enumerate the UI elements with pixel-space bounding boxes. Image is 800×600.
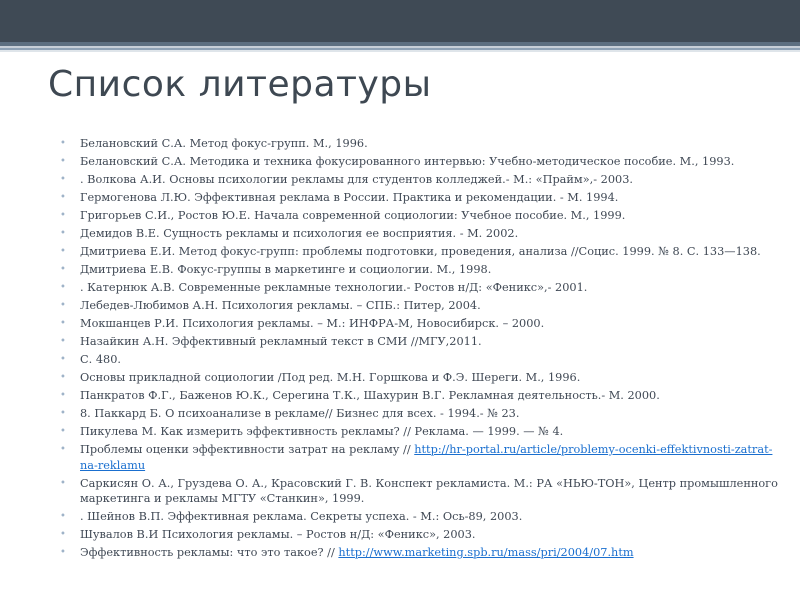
reference-text: Гермогенова Л.Ю. Эффективная реклама в России. Практика и рекомендации. - М. 1994. [80, 191, 619, 204]
reference-text: . Волкова А.И. Основы психологии рекламы для студентов колледжей.- М.: «Прайм»,- 2003. [80, 173, 633, 186]
bullet-icon: • [60, 529, 66, 540]
reference-text: Дмитриева Е.В. Фокус-группы в маркетинге и социологии. М., 1998. [80, 263, 492, 276]
reference-text: Лебедев-Любимов А.Н. Психология рекламы. – СПБ.: Питер, 2004. [80, 299, 481, 312]
bullet-icon: • [60, 390, 66, 401]
bullet-icon: • [60, 300, 66, 311]
reference-link[interactable]: http://hr-portal.ru/article/problemy-ocenki-effektivnosti-zatrat-na-reklamu [80, 443, 773, 472]
bullet-icon: • [60, 547, 66, 558]
reference-item [60, 244, 788, 260]
bullet-icon: • [60, 372, 66, 383]
reference-text: Назайкин А.Н. Эффективный рекламный текст в СМИ //МГУ,2011. [80, 335, 482, 348]
bullet-icon: • [60, 228, 66, 239]
reference-text: Панкратов Ф.Г., Баженов Ю.К., Серегина Т.К., Шахурин В.Г. Рекламная деятельность.- М. 2000. [80, 389, 660, 402]
reference-text: Основы прикладной социологии /Под ред. М.Н. Горшкова и Ф.Э. Шереги. М., 1996. [80, 371, 581, 384]
bullet-icon: • [60, 282, 66, 293]
reference-item [60, 476, 788, 507]
reference-item [60, 370, 788, 386]
bullet-icon: • [60, 174, 66, 185]
reference-item [60, 406, 788, 422]
reference-item [60, 334, 788, 350]
reference-item [60, 280, 788, 296]
reference-text: 8. Паккард Б. О психоанализе в рекламе// Бизнес для всех. - 1994.- № 23. [80, 407, 520, 420]
reference-text: Мокшанцев Р.И. Психология рекламы. – М.: ИНФРА-М, Новосибирск. – 2000. [80, 317, 545, 330]
bullet-icon: • [60, 156, 66, 167]
reference-text: Белановский С.А. Методика и техника фокусированного интервью: Учебно-методическое пособие. М., 1993. [80, 155, 735, 168]
bullet-icon: • [60, 336, 66, 347]
reference-text: Пикулева М. Как измерить эффективность рекламы? // Реклама. — 1999. — № 4. [80, 425, 564, 438]
bullet-icon: • [60, 264, 66, 275]
reference-item [60, 298, 788, 314]
top-banner [0, 0, 800, 42]
bullet-icon: • [60, 477, 66, 489]
reference-text: Проблемы оценки эффективности затрат на рекламу // [80, 443, 415, 456]
reference-item [60, 424, 788, 440]
reference-text: Демидов В.Е. Сущность рекламы и психология ее восприятия. - М. 2002. [80, 227, 519, 240]
reference-link[interactable]: http://www.marketing.spb.ru/mass/pri/2004/07.htm [338, 546, 634, 559]
reference-item [60, 154, 788, 170]
reference-item [60, 208, 788, 224]
bullet-icon: • [60, 210, 66, 221]
reference-item [60, 545, 788, 561]
bullet-icon: • [60, 138, 66, 149]
slide-title: Список литературы [48, 64, 432, 105]
bullet-icon: • [60, 511, 66, 522]
reference-item [60, 226, 788, 242]
reference-text: . Шейнов В.П. Эффективная реклама. Секреты успеха. - М.: Ось-89, 2003. [80, 510, 523, 523]
reference-item [60, 316, 788, 332]
banner-stripe [0, 50, 800, 52]
bullet-icon: • [60, 246, 66, 257]
reference-item [60, 442, 788, 473]
reference-text: Белановский С.А. Метод фокус-групп. М., 1996. [80, 137, 368, 150]
bullet-icon: • [60, 318, 66, 329]
reference-item [60, 262, 788, 278]
reference-item [60, 527, 788, 543]
reference-item [60, 388, 788, 404]
reference-item [60, 509, 788, 525]
reference-item [60, 172, 788, 188]
bullet-icon: • [60, 426, 66, 437]
reference-list [60, 136, 788, 563]
reference-text: . Катернюк А.В. Современные рекламные технологии.- Ростов н/Д: «Феникс»,- 2001. [80, 281, 588, 294]
reference-text: Саркисян О. А., Груздева О. А., Красовский Г. В. Конспект рекламиста. М.: РА «НЬЮ-ТОН», Центр промышленного маркетинга и рекламы МГТУ «Станкин», 1999. [80, 476, 778, 505]
reference-item [60, 136, 788, 152]
bullet-icon: • [60, 444, 66, 455]
reference-text: Эффективность рекламы: что это такое? // [80, 546, 339, 559]
reference-text: Шувалов В.И Психология рекламы. – Ростов н/Д: «Феникс», 2003. [80, 528, 476, 541]
reference-item [60, 190, 788, 206]
reference-text: С. 480. [80, 353, 121, 366]
reference-text: Григорьев С.И., Ростов Ю.Е. Начала современной социологии: Учебное пособие. М., 1999. [80, 209, 626, 222]
bullet-icon: • [60, 408, 66, 419]
reference-text: Дмитриева Е.И. Метод фокус-групп: проблемы подготовки, проведения, анализа //Социс. 1999. № 8. С. 133—138. [80, 245, 761, 258]
reference-item [60, 352, 788, 368]
bullet-icon: • [60, 192, 66, 203]
bullet-icon: • [60, 354, 66, 365]
